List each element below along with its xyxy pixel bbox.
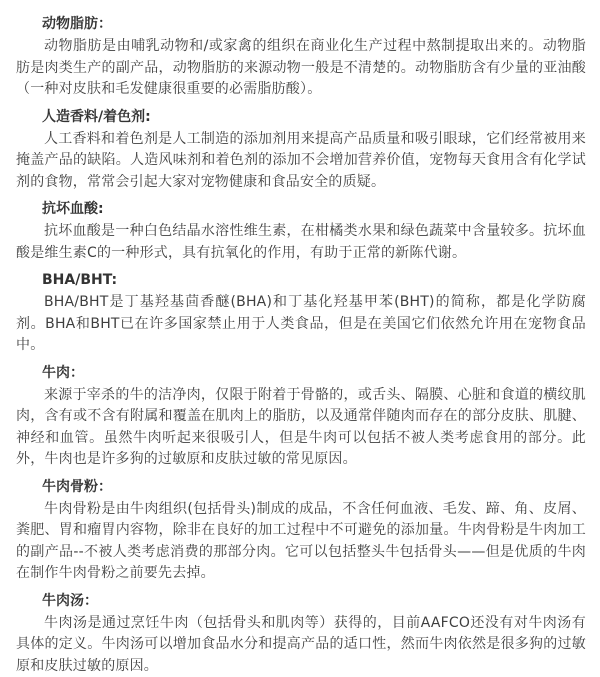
section-bha-bht — [16, 270, 586, 357]
section-body: 动物脂肪是由哺乳动物和/或家禽的组织在商业化生产过程中熬制提取出来的。动物脂肪是肉类生产的副产品，动物脂肪的来源动物一般是不清楚的。动物脂肪含有少量的亚油酸（一种对皮肤和毛发健康很重要的必需脂肪酸）。 — [16, 36, 586, 101]
section-heading: 抗坏血酸: — [42, 199, 586, 220]
section-heading: 动物脂肪： — [42, 14, 586, 35]
section-heading: 牛肉： — [42, 363, 586, 384]
section-heading: 牛肉骨粉： — [42, 477, 586, 498]
section-beef — [16, 363, 586, 471]
section-heading: BHA/BHT: — [42, 270, 586, 291]
section-body: 来源于宰杀的牛的洁净肉，仅限于附着于骨骼的，或舌头、隔膜、心脏和食道的横纹肌肉，含有或不含有附属和覆盖在肌肉上的脂肪，以及通常伴随肉而存在的部分皮肤、肌腱、神经和血管。虽然牛肉听起来很吸引人，但是牛肉可以包括不被人类考虑食用的部分。此外，牛肉也是许多狗的过敏原和皮肤过敏的常见原因。 — [16, 385, 586, 471]
section-heading: 人造香料/着色剂: — [42, 107, 586, 128]
section-body: BHA/BHT是丁基羟基茴香醚(BHA)和丁基化羟基甲苯(BHT)的简称，都是化学防腐剂。BHA和BHT已在许多国家禁止用于人类食品，但是在美国它们依然允许用在宠物食品中。 — [16, 292, 586, 357]
section-artificial-flavors-colors — [16, 107, 586, 194]
section-body: 人工香料和着色剂是人工制造的添加剂用来提高产品质量和吸引眼球，它们经常被用来掩盖产品的缺陷。人造风味剂和着色剂的添加不会增加营养价值，宠物每天食用含有化学试剂的食物，常常会引起大家对宠物健康和食品安全的质疑。 — [16, 129, 586, 194]
section-body: 牛肉汤是通过烹饪牛肉（包括骨头和肌肉等）获得的，目前AAFCO还没有对牛肉汤有具体的定义。牛肉汤可以增加食品水分和提高产品的适口性，然而牛肉依然是很多狗的过敏原和皮肤过敏的原因。 — [16, 613, 586, 677]
section-beef-bone-meal — [16, 477, 586, 585]
section-animal-fat — [16, 14, 586, 101]
section-body: 抗坏血酸是一种白色结晶水溶性维生素，在柑橘类水果和绿色蔬菜中含量较多。抗坏血酸是维生素C的一种形式，具有抗氧化的作用，有助于正常的新陈代谢。 — [16, 221, 586, 264]
section-body: 牛肉骨粉是由牛肉组织(包括骨头)制成的成品，不含任何血液、毛发、蹄、角、皮屑、粪肥、胃和瘤胃内容物，除非在良好的加工过程中不可避免的添加量。牛肉骨粉是牛肉加工的副产品--不被人类考虑消费的那部分肉。它可以包括整头牛包括骨头——但是优质的牛肉在制作牛肉骨粉之前要先去掉。 — [16, 499, 586, 585]
section-heading: 牛肉汤： — [42, 591, 586, 612]
section-beef-broth — [16, 591, 586, 677]
section-ascorbic-acid — [16, 199, 586, 264]
